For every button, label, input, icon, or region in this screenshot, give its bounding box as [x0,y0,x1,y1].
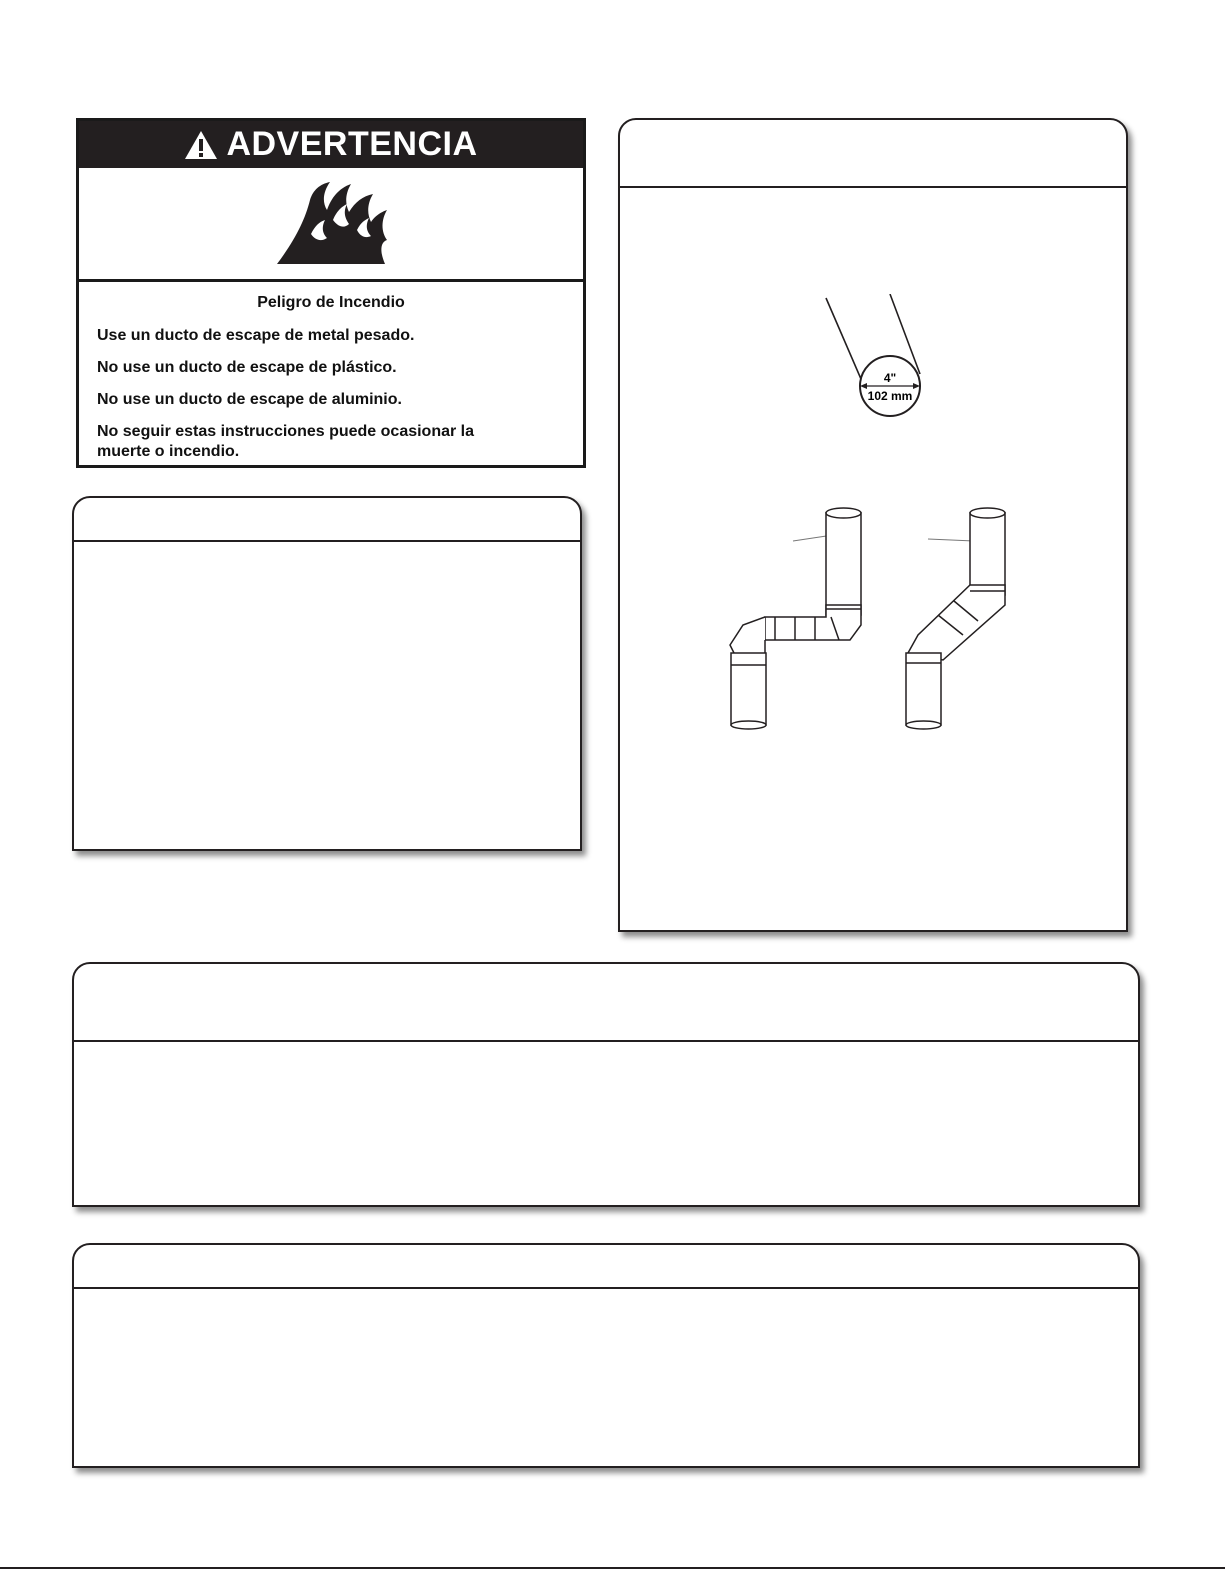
info-panel-wide-2 [72,1243,1140,1468]
fire-icon-area [79,168,583,282]
dimension-imperial: 4" [883,371,897,385]
warning-line: Use un ducto de escape de metal pesado. [97,327,415,344]
duct-elbow-diagram-2 [888,505,1038,730]
warning-triangle-icon [184,130,218,160]
info-panel-wide-1 [72,962,1140,1207]
warning-line: No use un ducto de escape de aluminio. [97,391,402,408]
warning-line: No seguir estas instrucciones puede ocasionar la muerte o incendio. [97,423,475,460]
info-panel-left [72,496,582,851]
duct-elbow-diagram-1 [715,505,865,730]
dimension-metric: 102 mm [867,389,913,403]
panel-divider [620,186,1126,188]
duct-diameter-diagram [820,294,930,424]
footer-rule [0,1567,1225,1569]
fire-icon [275,180,391,266]
info-panel-right [618,118,1128,932]
warning-box [76,118,586,468]
panel-divider [74,1040,1138,1042]
warning-line: No use un ducto de escape de plástico. [97,359,397,376]
warning-title: Peligro de Incendio [257,294,405,311]
warning-heading: ADVERTENCIA [226,125,478,163]
panel-divider [74,1287,1138,1289]
warning-header [79,121,583,168]
panel-divider [74,540,580,542]
